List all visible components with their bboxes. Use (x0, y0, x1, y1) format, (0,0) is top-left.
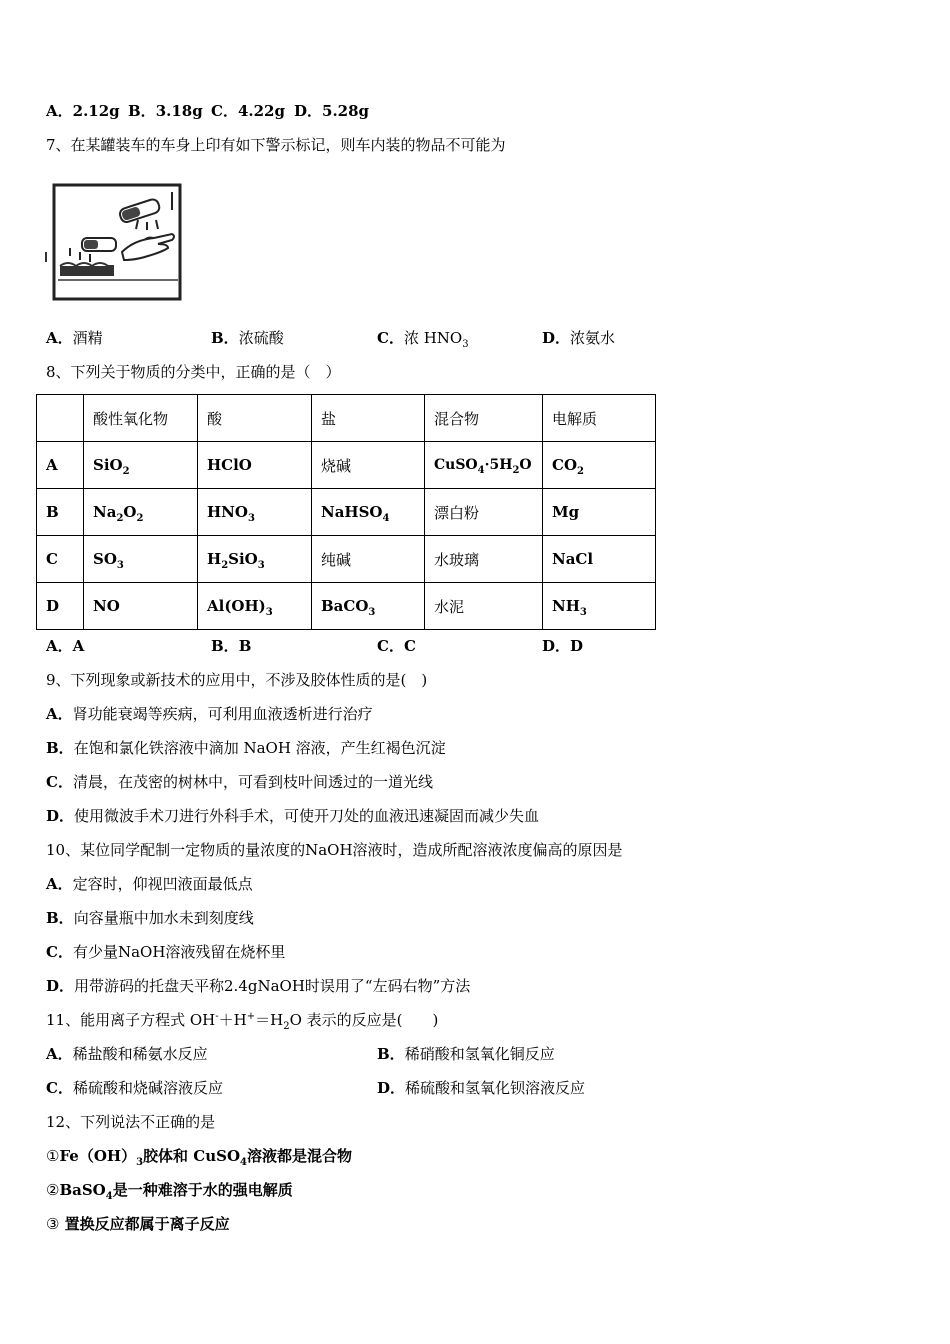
q10-option-d: D．用带游码的托盘天平称2.4gNaOH时误用了“左码右物”方法 (46, 977, 471, 995)
table-cell: $Na_2O_2$ (84, 489, 198, 536)
q7-stem: 7、在某罐装车的车身上印有如下警示标记，则车内装的物品不可能为 (46, 136, 506, 154)
q8-stem: 8、下列关于物质的分类中，正确的是（ ） (46, 363, 341, 381)
table-cell: $CO_2$ (543, 442, 656, 489)
table-cell: $H_2SiO_3$ (198, 536, 312, 583)
table-cell: Mg (543, 489, 656, 536)
q11-option-d: D．稀硫酸和氢氧化钡溶液反应 (377, 1079, 586, 1097)
table-cell: $Al(OH)_3$ (198, 583, 312, 630)
q6-option-a: A．2.12g (46, 102, 120, 120)
header-cell: 酸 (198, 395, 312, 442)
q7-option-d: D．浓氨水 (542, 329, 616, 347)
q6-option-c: C．4.22g (211, 102, 285, 120)
q9-option-c: C．清晨，在茂密的树林中，可看到枝叶间透过的一道光线 (46, 773, 433, 791)
row-label: C (37, 536, 84, 583)
q8-option-a: A．A (46, 637, 85, 655)
corrosive-hazard-icon (44, 182, 186, 306)
q10-option-a: A．定容时，仰视凹液面最低点 (46, 875, 253, 893)
table-cell: $SO_3$ (84, 536, 198, 583)
table-row (37, 536, 656, 583)
table-cell: 漂白粉 (425, 489, 543, 536)
table-header-row (37, 395, 656, 442)
q12-statement-2: ②BaSO$_4$是一种难溶于水的强电解质 (46, 1181, 293, 1202)
q7-option-b: B．浓硫酸 (211, 329, 284, 347)
table-cell: $HNO_3$ (198, 489, 312, 536)
table-cell: 烧碱 (312, 442, 425, 489)
table-cell: NO (84, 583, 198, 630)
q10-stem: 10、某位同学配制一定物质的量浓度的NaOH溶液时，造成所配溶液浓度偏高的原因是 (46, 841, 623, 859)
q11-option-a: A．稀盐酸和稀氨水反应 (46, 1045, 208, 1063)
q12-statement-3: ③ 置换反应都属于离子反应 (46, 1215, 230, 1233)
q12-stem: 12、下列说法不正确的是 (46, 1113, 216, 1131)
table-cell: BaCO$_3$ (312, 583, 425, 630)
row-label: D (37, 583, 84, 630)
table-cell: NaCl (543, 536, 656, 583)
q6-option-d: D．5.28g (294, 102, 370, 120)
q10-option-b: B．向容量瓶中加水未到刻度线 (46, 909, 254, 927)
table-cell: $NH_3$ (543, 583, 656, 630)
q7-option-c: C．浓 $HNO_3$ (377, 329, 469, 350)
table-cell: $CuSO_4\cdot 5H_2O$ (425, 442, 543, 489)
q9-option-a: A．肾功能衰竭等疾病，可利用血液透析进行治疗 (46, 705, 373, 723)
header-cell (37, 395, 84, 442)
classification-table (36, 394, 656, 630)
table-cell: NaHSO$_4$ (312, 489, 425, 536)
table-cell: 水泥 (425, 583, 543, 630)
q9-stem: 9、下列现象或新技术的应用中，不涉及胶体性质的是( ) (46, 671, 428, 689)
table-cell: 水玻璃 (425, 536, 543, 583)
q8-option-c: C．C (377, 637, 416, 655)
row-label: A (37, 442, 84, 489)
q11-stem: 11、能用离子方程式 $OH^-+H^+=H_2O$ 表示的反应是( ) (46, 1011, 439, 1032)
table-row (37, 442, 656, 489)
q9-option-b: B．在饱和氯化铁溶液中滴加 NaOH 溶液，产生红褐色沉淀 (46, 739, 446, 757)
header-cell: 盐 (312, 395, 425, 442)
q12-statement-1: $①Fe(OH)_3$胶体和 CuSO$_4$溶液都是混合物 (46, 1147, 352, 1168)
table-cell: 纯碱 (312, 536, 425, 583)
row-label: B (37, 489, 84, 536)
table-row (37, 583, 656, 630)
header-cell: 酸性氧化物 (84, 395, 198, 442)
q6-option-b: B．3.18g (128, 102, 203, 120)
q9-option-d: D．使用微波手术刀进行外科手术，可使开刀处的血液迅速凝固而减少失血 (46, 807, 540, 825)
table-cell: HClO (198, 442, 312, 489)
q11-option-b: B．稀硝酸和氢氧化铜反应 (377, 1045, 555, 1063)
q8-option-d: D．D (542, 637, 584, 655)
q7-option-a: A．酒精 (46, 329, 103, 347)
header-cell: 电解质 (543, 395, 656, 442)
q8-option-b: B．B (211, 637, 252, 655)
header-cell: 混合物 (425, 395, 543, 442)
q10-option-c: C．有少量NaOH溶液残留在烧杯里 (46, 943, 286, 961)
table-row (37, 489, 656, 536)
table-cell: SiO$_2$ (84, 442, 198, 489)
q11-option-c: C．稀硫酸和烧碱溶液反应 (46, 1079, 223, 1097)
